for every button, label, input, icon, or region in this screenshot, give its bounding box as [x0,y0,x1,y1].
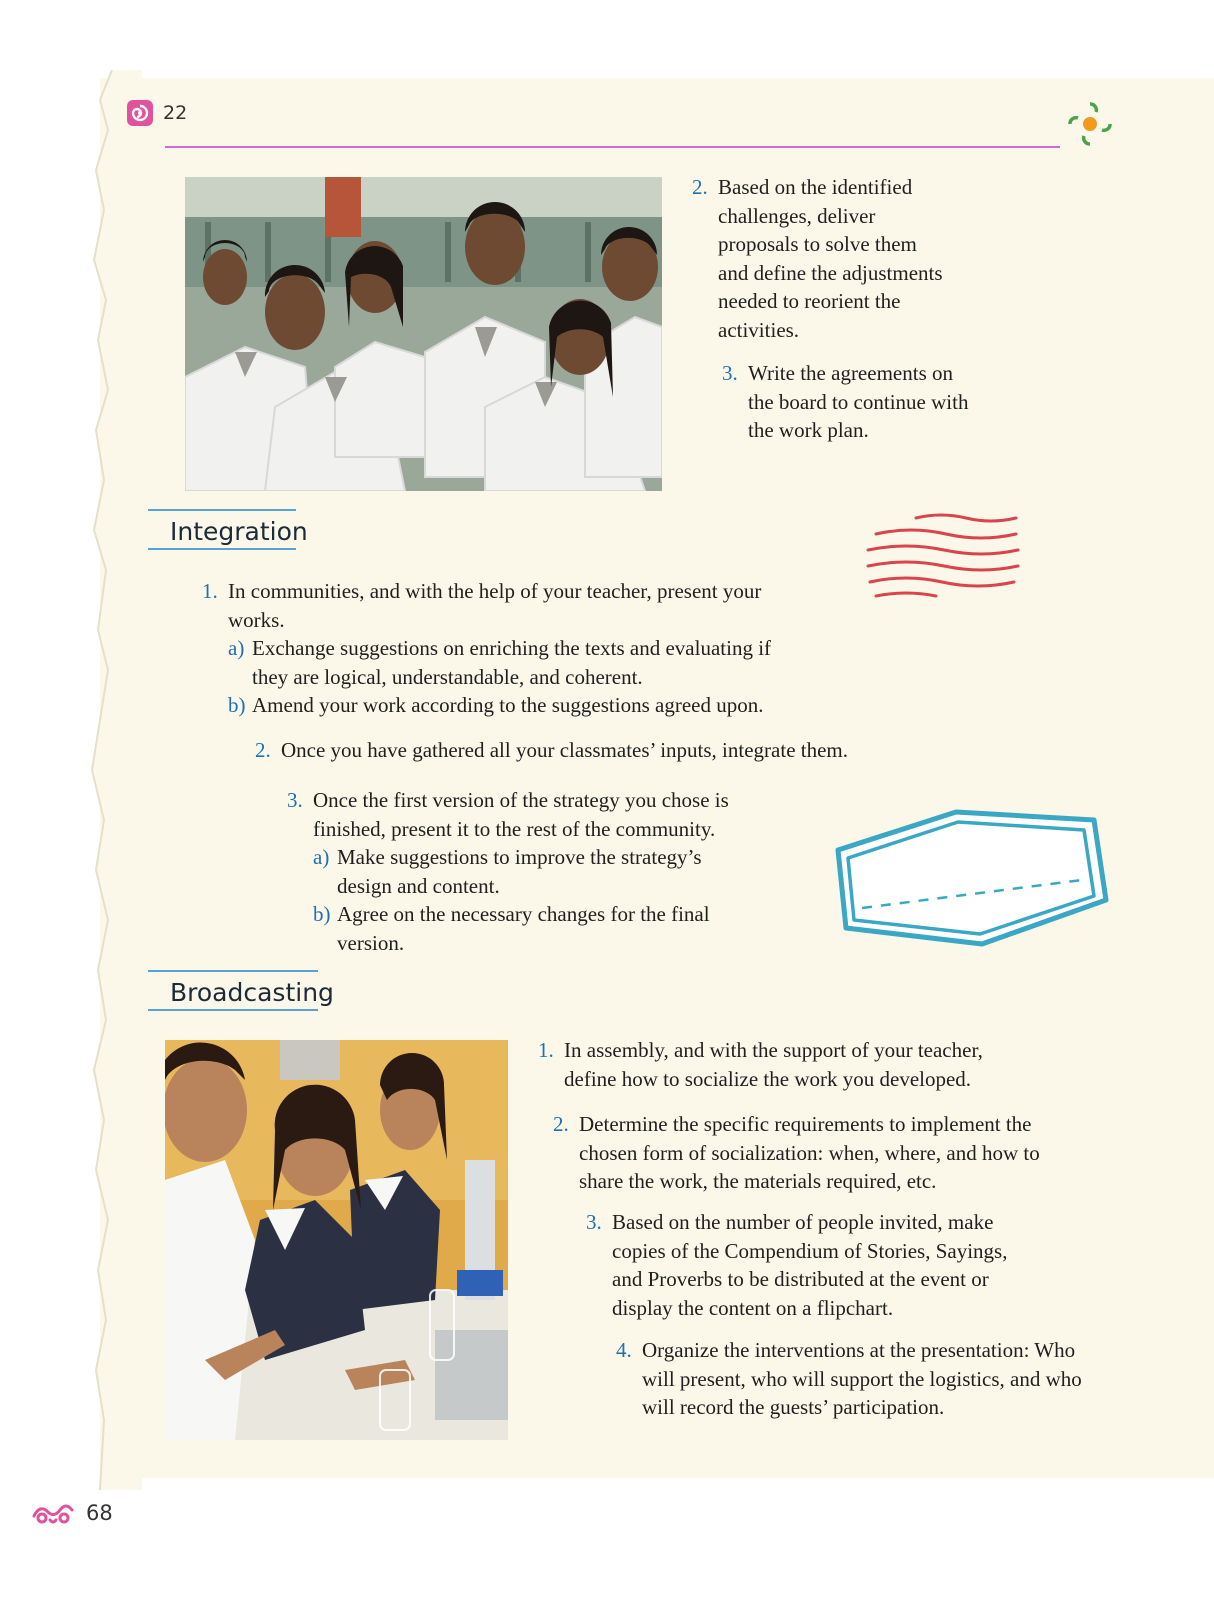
pink-spiral-glyph-icon [125,98,155,128]
sub-item-letter: a) [228,636,245,660]
sub-item-letter: b) [228,693,246,717]
torn-edge [82,70,142,1490]
postmark-lines-decoration [866,510,1020,600]
sub-item-text: Make suggestions to improve the strategy’s design and content. [337,845,702,898]
item-text: Write the agreements on the board to continue with the work plan. [748,361,969,442]
item-number: 3. [287,788,303,812]
top-list-item-3 [722,359,982,445]
integration-item-2 [255,736,935,765]
page-number: 68 [86,1501,113,1525]
item-number: 4. [616,1338,632,1362]
item-text: In communities, and with the help of your teacher, present your works. [228,579,762,632]
item-number: 3. [586,1210,602,1234]
integration-item-1 [202,577,822,720]
sub-list-item [228,634,822,691]
list-item [538,1036,1058,1093]
item-number: 1. [538,1038,554,1062]
integration-heading: Integration [148,509,296,550]
page-footer [30,1500,113,1526]
item-number: 2. [692,175,708,199]
pink-arabesque-icon [30,1500,76,1526]
top-list [692,173,952,344]
item-text: Organize the interventions at the presentation: Who will present, who will support the logistics, and who will record the guests’ participation. [642,1338,1082,1419]
item-text: Based on the number of people invited, make copies of the Compendium of Stories, Sayings, and Proverbs to be distributed at the event or display the content on a flipchart. [612,1210,1008,1320]
list-item [616,1336,1096,1422]
item-text: In assembly, and with the support of your teacher, define how to socialize the work you developed. [564,1038,983,1091]
chapter-number: 22 [163,102,188,124]
sub-list-item [313,843,787,900]
broadcasting-heading: Broadcasting [148,970,318,1011]
item-number: 3. [722,361,738,385]
broadcasting-item-3 [586,1208,1056,1322]
chapter-marker [125,98,187,128]
header-rule [165,146,1060,148]
list-item [722,359,982,445]
item-number: 2. [255,738,271,762]
item-number: 1. [202,579,218,603]
list-item [202,577,822,634]
list-item [586,1208,1056,1322]
sub-item-letter: a) [313,845,330,869]
broadcasting-item-2 [553,1110,1073,1196]
sub-item-text: Exchange suggestions on enriching the texts and evaluating if they are logical, understandable, and coherent. [252,636,772,689]
broadcasting-item-4 [616,1336,1096,1422]
green-orange-flower-icon [1066,100,1116,150]
item-text: Once the first version of the strategy you chose is finished, present it to the rest of the community. [313,788,729,841]
list-item [255,736,935,765]
list-item [692,173,952,344]
integration-item-3 [287,786,787,957]
broadcasting-item-1 [538,1036,1058,1093]
sub-item-text: Agree on the necessary changes for the final version. [337,902,710,955]
item-text: Once you have gathered all your classmates’ inputs, integrate them. [281,738,848,762]
list-item [553,1110,1073,1196]
sub-list-item [228,691,822,720]
list-item [287,786,787,843]
sketched-frame-decoration [826,808,1116,953]
item-text: Based on the identified challenges, deliver proposals to solve them and define the adjustments needed to reorient the activities. [718,175,943,342]
item-number: 2. [553,1112,569,1136]
sub-item-text: Amend your work according to the suggestions agreed upon. [252,693,764,717]
students-photo [185,177,662,491]
sub-list-item [313,900,787,957]
lab-photo [165,1040,508,1440]
item-text: Determine the specific requirements to implement the chosen form of socialization: when, where, and how to share the work, the materials required, etc. [579,1112,1040,1193]
sub-item-letter: b) [313,902,331,926]
